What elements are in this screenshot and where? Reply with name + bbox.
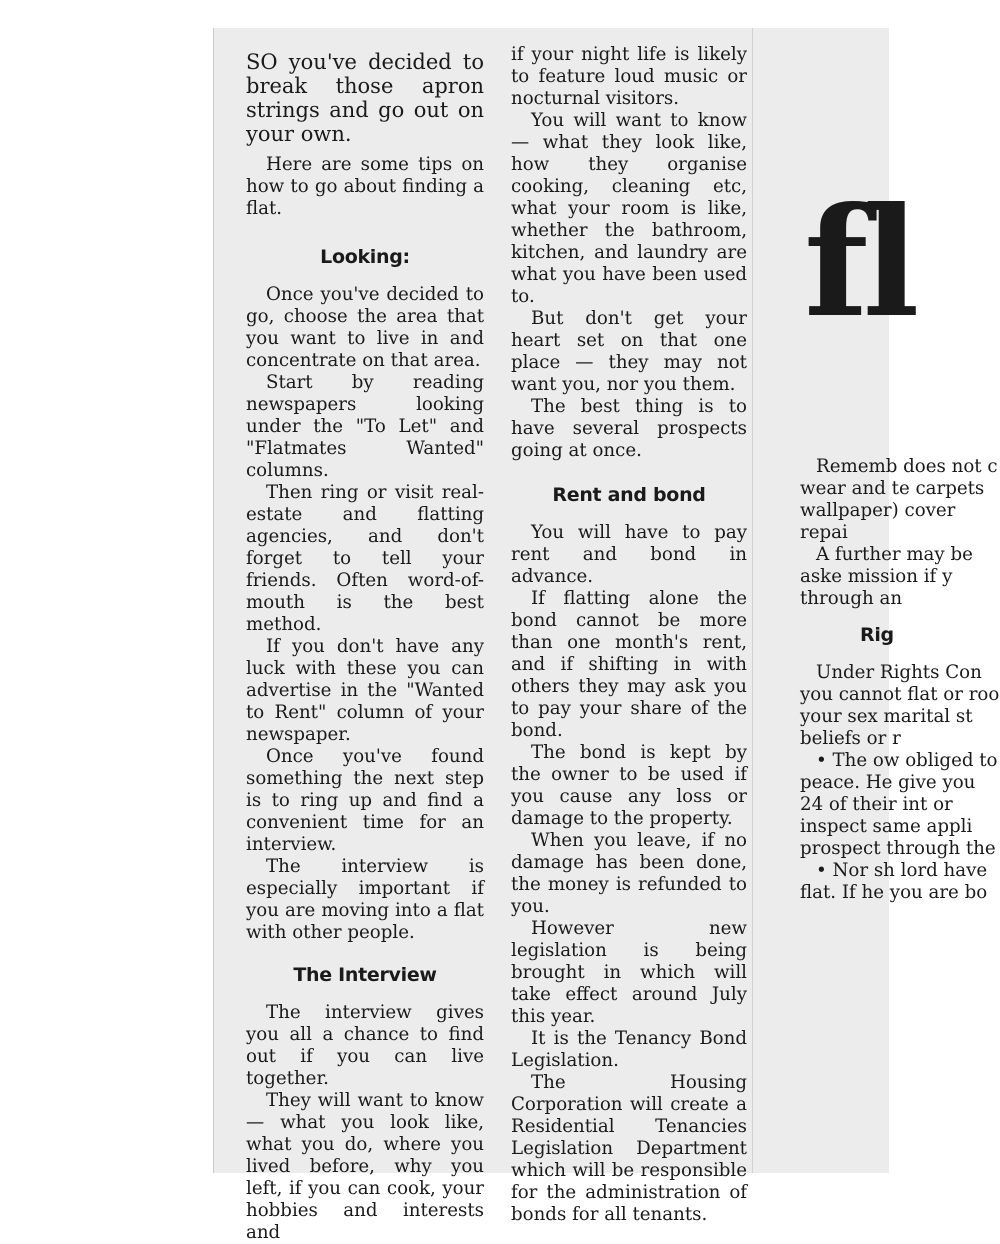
paragraph: However new legislation is being brought in which will take effect around July this year. xyxy=(511,918,747,1027)
paragraph: It is the Tenancy Bond Legislation. xyxy=(511,1028,747,1071)
bullet-paragraph: • The ow obliged to peace. He give you 24 of their int or inspect same appli prospect through the xyxy=(800,750,998,859)
paragraph: The bond is kept by the owner to be used if you cause any loss or damage to the property. xyxy=(511,742,747,829)
paragraph: The interview is especially important if you are moving into a flat with other people. xyxy=(246,856,484,943)
lead-paragraph: SO you've decided to break those apron strings and go out on your own. xyxy=(246,50,484,146)
bullet-paragraph: • Nor sh lord have flat. If he you are bo xyxy=(800,860,988,903)
article-column-3 xyxy=(800,456,1000,904)
heading-looking: Looking: xyxy=(320,246,410,268)
article-column-1 xyxy=(246,50,484,1244)
paragraph: The Housing Corporation will create a Residential Tenancies Legislation Department which will be responsible for the administration of bonds for all tenants. xyxy=(511,1072,747,1225)
headline-fragment: fl xyxy=(804,175,914,351)
paragraph: Then ring or visit real-estate and flatting agencies, and don't forget to tell your friends. Often word-of-mouth is the best method. xyxy=(246,482,484,635)
paragraph: But don't get your heart set on that one place — they may not want you, nor you them. xyxy=(511,308,747,395)
paragraph: if your night life is likely to feature loud music or nocturnal visitors. xyxy=(511,44,747,109)
column-divider xyxy=(752,28,753,1173)
paragraph: Once you've decided to go, choose the area that you want to live in and concentrate on that area. xyxy=(246,284,484,371)
paragraph: A further may be aske mission if y through an xyxy=(800,544,973,609)
heading-rent-and-bond: Rent and bond xyxy=(552,484,706,506)
heading-interview: The Interview xyxy=(293,964,437,986)
paragraph: Rememb does not c wear and te carpets wallpaper) cover repai xyxy=(800,456,998,543)
paragraph: Start by reading newspapers looking under the "To Let" and "Flatmates Wanted" columns. xyxy=(246,372,484,481)
paragraph: You will want to know — what they look like, how they organise cooking, cleaning etc, what your room is like, whether the bathroom, kitchen, and laundry are what you have been used to. xyxy=(511,110,747,307)
intro-paragraph: Here are some tips on how to go about finding a flat. xyxy=(246,154,484,219)
newspaper-clipping xyxy=(213,28,1000,1243)
paragraph: You will have to pay rent and bond in advance. xyxy=(511,522,747,587)
paragraph: When you leave, if no damage has been done, the money is refunded to you. xyxy=(511,830,747,917)
paragraph: If you don't have any luck with these you can advertise in the "Wanted to Rent" column of your newspaper. xyxy=(246,636,484,745)
heading-rights: Rig xyxy=(860,624,894,646)
paragraph: If flatting alone the bond cannot be more than one month's rent, and if shifting in with others they may ask you to pay your share of the bond. xyxy=(511,588,747,741)
paragraph: They will want to know — what you look like, what you do, where you lived before, why you left, if you can cook, your hobbies and interests and xyxy=(246,1090,484,1243)
paragraph: Once you've found something the next step is to ring up and find a convenient time for an interview. xyxy=(246,746,484,855)
paragraph: The best thing is to have several prospects going at once. xyxy=(511,396,747,461)
article-column-2 xyxy=(511,44,747,1226)
paragraph: Under Rights Con you cannot flat or roo your sex marital st beliefs or r xyxy=(800,662,1000,749)
paragraph: The interview gives you all a chance to find out if you can live together. xyxy=(246,1002,484,1089)
